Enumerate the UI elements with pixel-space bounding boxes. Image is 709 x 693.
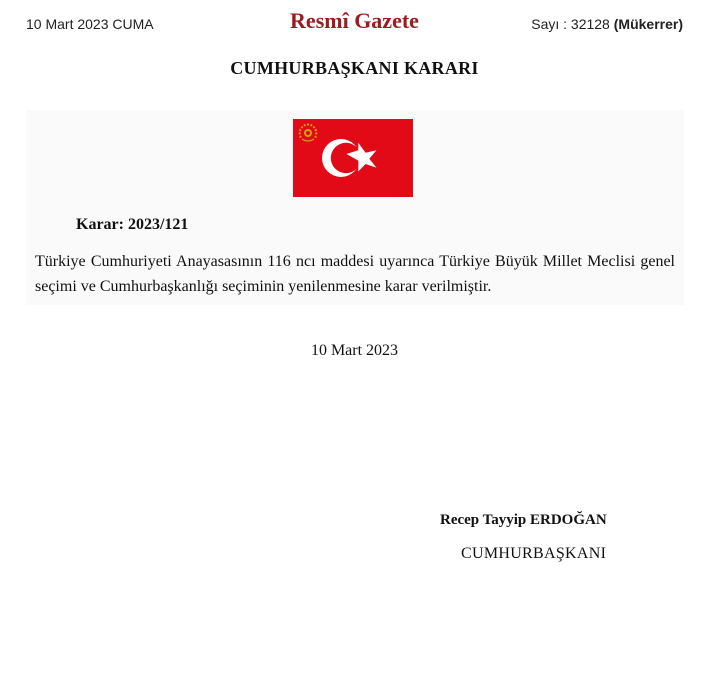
decision-number: Karar: 2023/121	[76, 216, 189, 233]
decision-body: Türkiye Cumhuriyeti Anayasasının 116 ncı maddesi uyarınca Türkiye Büyük Millet Meclisi genel seçimi ve Cumhurbaşkanlığı seçiminin yenilenmesine karar verilmiştir.	[35, 253, 675, 295]
signer-surname: ERDOĞAN	[530, 512, 607, 528]
turkish-flag-icon	[293, 119, 413, 197]
issue-extra-label: (Mükerrer)	[613, 16, 683, 32]
gazette-title: Resmî Gazete	[290, 8, 419, 33]
document-type-title: CUMHURBAŞKANI KARARI	[230, 58, 479, 78]
document-date: 10 Mart 2023	[310, 342, 399, 359]
header-date: 10 Mart 2023 CUMA	[26, 16, 154, 32]
signer-title: CUMHURBAŞKANI	[461, 545, 607, 562]
issue-label: Sayı : 32128	[531, 16, 610, 32]
issue-number	[531, 16, 683, 32]
signer-first-name: Recep Tayyip	[440, 512, 527, 528]
signer-name	[440, 512, 607, 529]
